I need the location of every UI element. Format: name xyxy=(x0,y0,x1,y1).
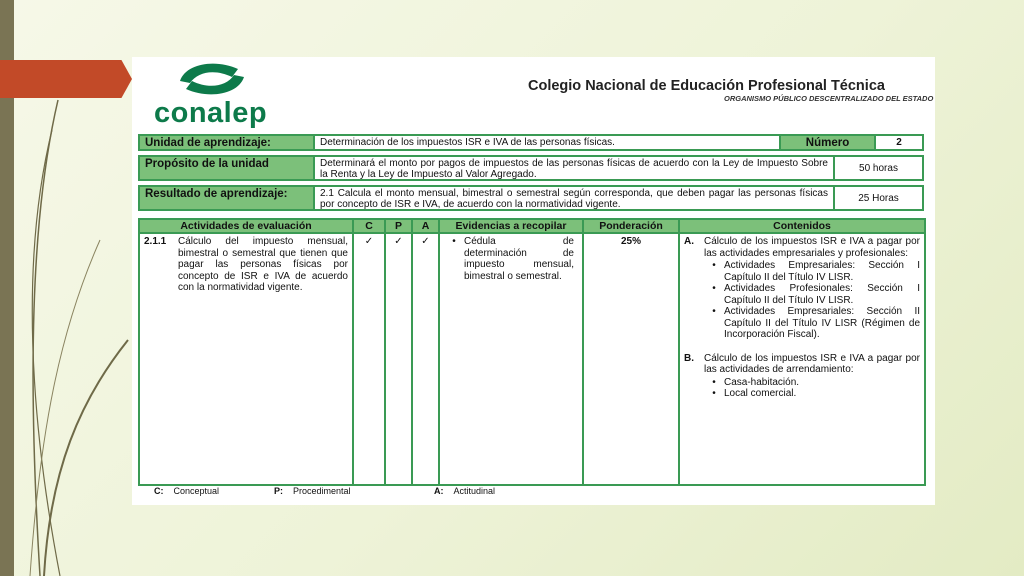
activity-cell xyxy=(139,233,353,485)
table-row xyxy=(139,233,925,485)
header-c: C xyxy=(353,219,385,233)
evidencia-text: Cédula de determinación de impuesto mensual, bimestral o semestral. xyxy=(464,236,574,282)
legend xyxy=(154,486,924,496)
list-item: • Casa-habitación. xyxy=(712,376,800,388)
proposito-row xyxy=(138,155,924,181)
header-a: A xyxy=(412,219,439,233)
proposito-value: Determinará el monto por pagos de impuestos de las personas físicas de acuerdo con la Ley de Impuesto Sobre la Renta y la Ley de Impuesto al Valor Agregado. xyxy=(315,157,835,179)
header-contenidos: Contenidos xyxy=(679,219,925,233)
contenidos-cell xyxy=(679,233,925,485)
section-a-letter: A. xyxy=(684,236,694,247)
resultado-value: 2.1 Calcula el monto mensual, bimestral o semestral según corresponda, que deben pagar las personas físicas por concepto de ISR e IVA, de acuerdo con la normatividad vigente. xyxy=(315,187,835,209)
legend-a-value: Actitudinal xyxy=(453,486,496,496)
resultado-label: Resultado de aprendizaje: xyxy=(140,187,315,209)
unidad-label: Unidad de aprendizaje: xyxy=(140,136,315,149)
evidencia-cell xyxy=(439,233,583,485)
numero-label: Número xyxy=(781,136,876,149)
institution-name: Colegio Nacional de Educación Profesional Técnica xyxy=(528,78,885,94)
unidad-value: Determinación de los impuestos ISR e IVA de las personas físicas. xyxy=(315,136,781,149)
table-header-row xyxy=(139,219,925,233)
section-b-text: Cálculo de los impuestos ISR e IVA a pagar por las actividades de arrendamiento: xyxy=(704,352,920,375)
a-check: ✓ xyxy=(412,233,439,485)
conalep-logo-icon xyxy=(176,59,248,99)
activity-number: 2.1.1 xyxy=(144,236,167,247)
resultado-hours: 25 Horas xyxy=(858,193,899,204)
list-item: • Actividades Profesionales: Sección I Capítulo II del Título IV LISR. xyxy=(712,283,920,306)
p-check: ✓ xyxy=(385,233,412,485)
numero-value: 2 xyxy=(896,137,902,148)
legend-p-key: P: xyxy=(274,486,283,496)
ponderacion-value: 25% xyxy=(583,233,679,485)
section-a-text: Cálculo de los impuestos ISR e IVA a pagar por las actividades empresariales y profesionales: xyxy=(704,236,920,259)
header-p: P xyxy=(385,219,412,233)
activity-text: Cálculo del impuesto mensual, bimestral o semestral que tienen que pagar las personas físicas por concepto de ISR e IVA de acuerdo con la normatividad vigente. xyxy=(178,236,348,293)
document-sheet xyxy=(132,57,935,505)
proposito-hours: 50 horas xyxy=(859,163,898,174)
c-check: ✓ xyxy=(353,233,385,485)
institution-subtitle: ORGANISMO PÚBLICO DESCENTRALIZADO DEL ESTADO xyxy=(724,94,934,103)
legend-a-key: A: xyxy=(434,486,444,496)
logo-wordmark: conalep xyxy=(154,97,268,129)
header-evidencias: Evidencias a recopilar xyxy=(439,219,583,233)
header-actividades: Actividades de evaluación xyxy=(139,219,353,233)
red-accent-tab xyxy=(0,60,132,98)
legend-c-value: Conceptual xyxy=(173,486,220,496)
section-b-letter: B. xyxy=(684,352,694,364)
evaluation-table xyxy=(138,218,926,486)
list-item: • Actividades Empresariales: Sección I Capítulo II del Título IV LISR. xyxy=(712,260,920,283)
evidencia-bullet: • xyxy=(452,236,456,247)
resultado-row xyxy=(138,185,924,211)
legend-c-key: C: xyxy=(154,486,164,496)
list-item: • Local comercial. xyxy=(712,388,797,399)
header-ponderacion: Ponderación xyxy=(583,219,679,233)
unidad-row xyxy=(138,134,924,151)
list-item: • Actividades Empresariales: Sección II Capítulo II del Título IV LISR (Régimen de Incorporación Fiscal). xyxy=(712,306,920,340)
proposito-label: Propósito de la unidad xyxy=(140,157,315,179)
legend-p-value: Procedimental xyxy=(293,486,351,496)
